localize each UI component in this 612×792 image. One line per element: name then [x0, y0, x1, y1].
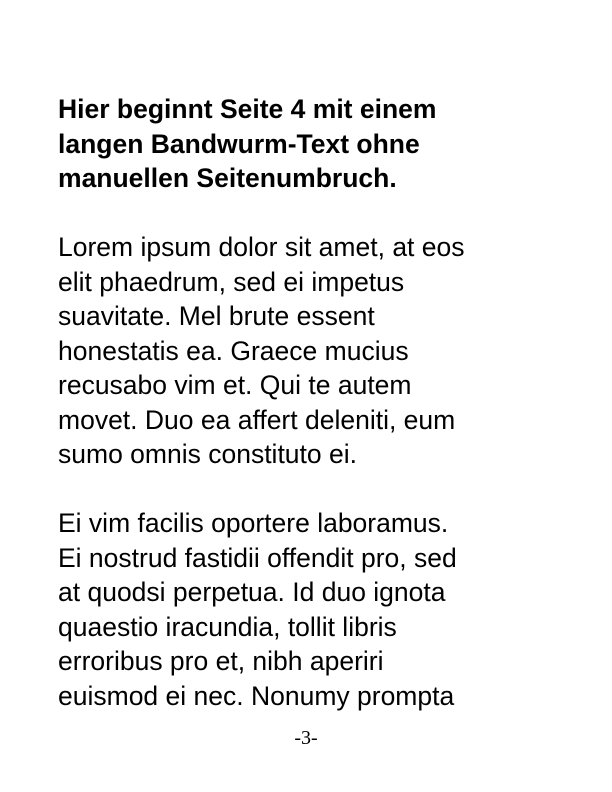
- text-line: quaestio iracundia, tollit libris: [58, 611, 397, 642]
- text-line: Ei nostrud fastidii offendit pro, sed: [58, 542, 457, 573]
- text-line: Lorem ipsum dolor sit amet, at eos: [58, 232, 465, 262]
- paragraph-ei-vim: [58, 506, 578, 713]
- heading-line: langen Bandwurm-Text ohne: [58, 128, 420, 159]
- paragraph-spacer: [58, 472, 578, 507]
- paragraph-lorem-ipsum: [58, 230, 578, 472]
- text-line: at quodsi perpetua. Id duo ignota: [58, 577, 446, 607]
- text-line: movet. Duo ea affert deleniti, eum: [58, 404, 456, 435]
- text-line: sumo omnis constituto ei.: [58, 439, 357, 469]
- text-line: euismod ei nec. Nonumy prompta: [58, 680, 455, 711]
- paragraph-spacer: [58, 196, 578, 231]
- heading-line: manuellen Seitenumbruch.: [58, 163, 397, 193]
- text-line: elit phaedrum, sed ei impetus: [58, 266, 405, 297]
- page-heading: [58, 92, 578, 196]
- text-line: erroribus pro et, nibh aperiri: [58, 646, 384, 676]
- page-number: -3-: [294, 727, 318, 749]
- heading-line: Hier beginnt Seite 4 mit einem: [58, 94, 437, 124]
- text-line: Ei vim facilis oportere laboramus.: [58, 508, 449, 538]
- text-line: recusabo vim et. Qui te autem: [58, 370, 412, 400]
- text-line: suavitate. Mel brute essent: [58, 301, 375, 331]
- page-body: [58, 92, 578, 713]
- text-line: honestatis ea. Graece mucius: [58, 335, 409, 366]
